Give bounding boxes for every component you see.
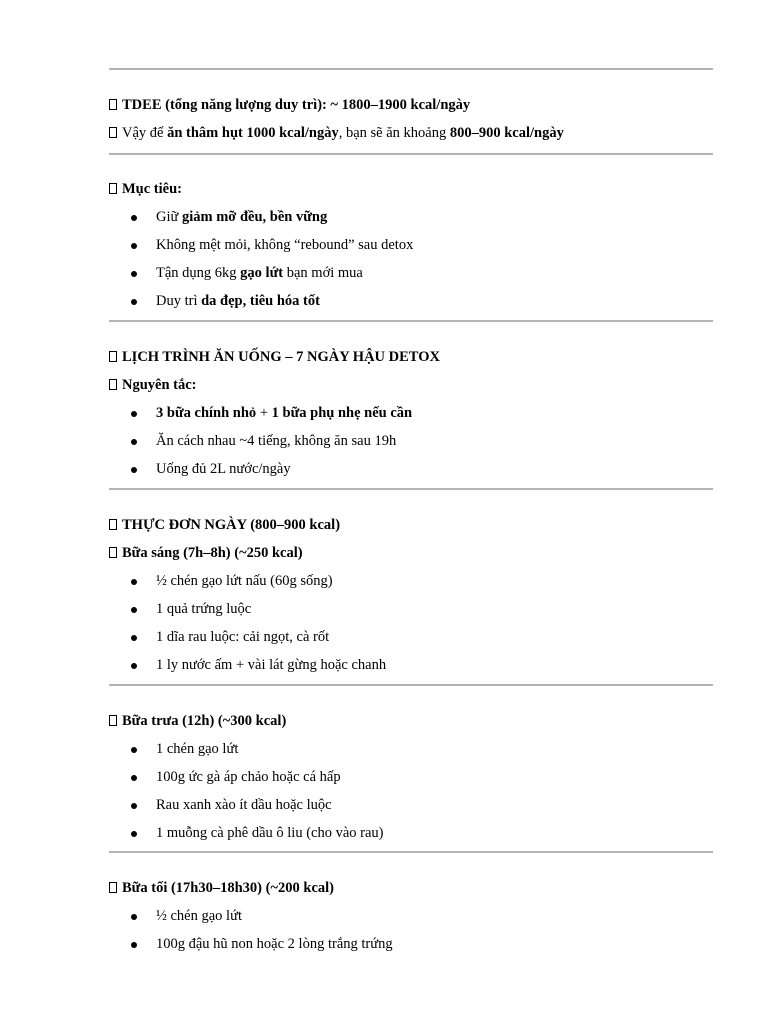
list-item: ½ chén gạo lứt (156, 908, 242, 924)
bullet-icon (131, 299, 137, 305)
list-item: Giữ giảm mỡ đều, bền vững (156, 209, 328, 225)
missing-glyph-icon (109, 379, 117, 390)
dinner-title: Bữa tối (17h30–18h30) (~200 kcal) (109, 879, 334, 897)
bullet-icon (131, 747, 137, 753)
divider (109, 684, 713, 686)
list-item: Uống đủ 2L nước/ngày (156, 461, 291, 477)
bullet-icon (131, 467, 137, 473)
missing-glyph-icon (109, 519, 117, 530)
schedule-title: LỊCH TRÌNH ĂN UỐNG – 7 NGÀY HẬU DETOX (109, 348, 440, 366)
divider (109, 851, 713, 853)
list-item: 1 quả trứng luộc (156, 601, 252, 617)
bullet-icon (131, 243, 137, 249)
breakfast-title: Bữa sáng (7h–8h) (~250 kcal) (109, 544, 303, 562)
divider (109, 153, 713, 155)
list-item: Rau xanh xào ít dầu hoặc luộc (156, 797, 332, 813)
goal-title: Mục tiêu: (109, 180, 182, 198)
bullet-icon (131, 775, 137, 781)
bullet-icon (131, 607, 137, 613)
list-item: 1 dĩa rau luộc: cải ngọt, cà rốt (156, 629, 330, 645)
list-item: 100g ức gà áp chảo hoặc cá hấp (156, 769, 341, 785)
bullet-icon (131, 411, 137, 417)
divider (109, 488, 713, 490)
list-item: 1 ly nước ấm + vài lát gừng hoặc chanh (156, 657, 387, 673)
list-item: 3 bữa chính nhỏ + 1 bữa phụ nhẹ nếu cần (156, 405, 413, 421)
list-item: ½ chén gạo lứt nấu (60g sống) (156, 573, 333, 589)
bullet-icon (131, 803, 137, 809)
bullet-icon (131, 271, 137, 277)
missing-glyph-icon (109, 715, 117, 726)
divider (109, 68, 713, 70)
menu-title: THỰC ĐƠN NGÀY (800–900 kcal) (109, 516, 340, 534)
list-item: 1 muỗng cà phê dầu ô liu (cho vào rau) (156, 825, 384, 841)
tdee-line: TDEE (tổng năng lượng duy trì): ~ 1800–1900 kcal/ngày (109, 96, 470, 114)
list-item: Tận dụng 6kg gạo lứt bạn mới mua (156, 265, 363, 281)
principle-title: Nguyên tắc: (109, 376, 197, 394)
missing-glyph-icon (109, 99, 117, 110)
divider (109, 320, 713, 322)
list-item: Duy trì da đẹp, tiêu hóa tốt (156, 293, 320, 309)
missing-glyph-icon (109, 547, 117, 558)
missing-glyph-icon (109, 882, 117, 893)
bullet-icon (131, 635, 137, 641)
bullet-icon (131, 579, 137, 585)
bullet-icon (131, 663, 137, 669)
bullet-icon (131, 215, 137, 221)
bullet-icon (131, 439, 137, 445)
lunch-title: Bữa trưa (12h) (~300 kcal) (109, 712, 286, 730)
bullet-icon (131, 831, 137, 837)
missing-glyph-icon (109, 127, 117, 138)
missing-glyph-icon (109, 351, 117, 362)
list-item: 1 chén gạo lứt (156, 741, 239, 757)
deficit-line: Vậy để ăn thâm hụt 1000 kcal/ngày, bạn sẽ ăn khoảng 800–900 kcal/ngày (109, 124, 564, 142)
list-item: Không mệt mỏi, không “rebound” sau detox (156, 237, 414, 253)
bullet-icon (131, 914, 137, 920)
list-item: Ăn cách nhau ~4 tiếng, không ăn sau 19h (156, 433, 397, 449)
list-item: 100g đậu hũ non hoặc 2 lòng trắng trứng (156, 936, 393, 952)
bullet-icon (131, 942, 137, 948)
missing-glyph-icon (109, 183, 117, 194)
